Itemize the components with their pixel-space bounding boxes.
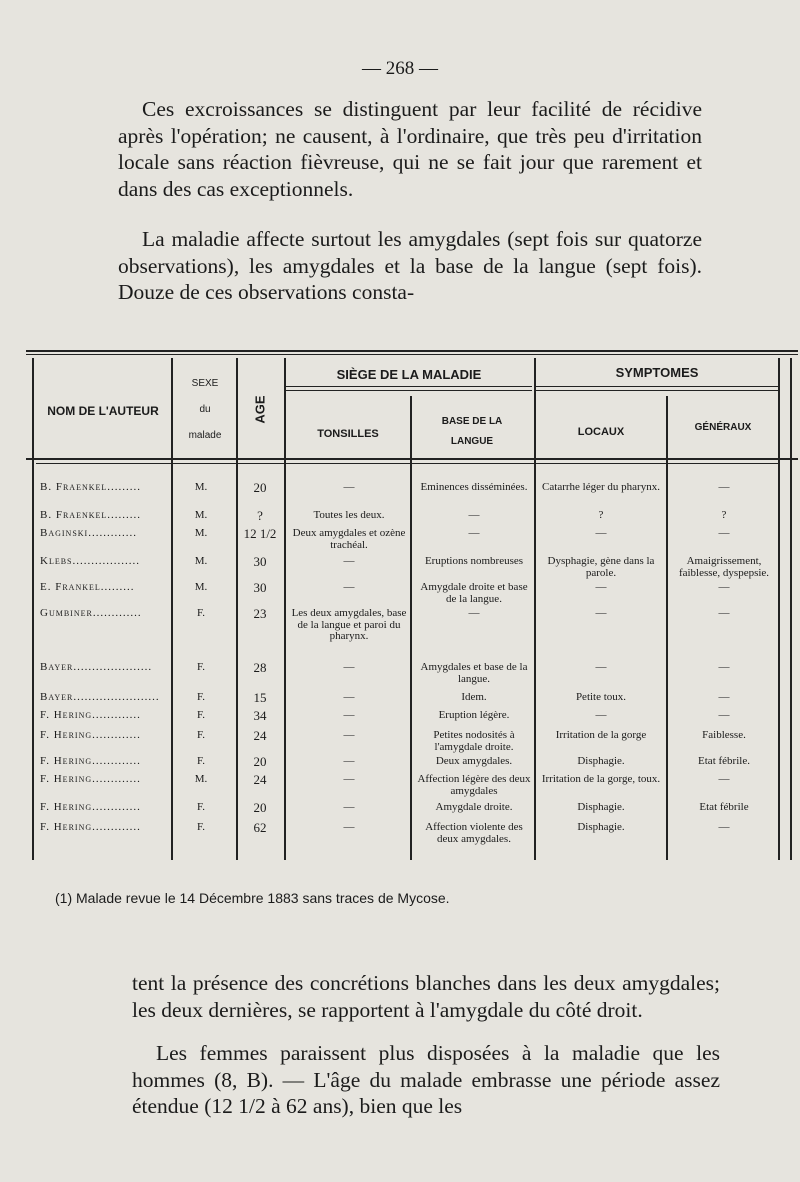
table-cell-sex: F.	[197, 709, 205, 721]
table-cell-base: Eminences disséminées.	[420, 481, 528, 493]
table-cell-author: Bayer.......................	[40, 691, 160, 703]
table-cell-tonsilles: Deux amygdales et ozène trachéal.	[292, 527, 406, 551]
table-top-rule-2	[26, 354, 798, 355]
table-cell-tonsilles: —	[343, 729, 355, 741]
table-cell-age: 20	[253, 800, 267, 815]
paragraph: Ces excroissances se distinguent par leur facilité de récidive après l'opération; ne causent, à l'ordinaire, que très peu d'irritation locale sans réaction fièvreuse, qui ne se fait jour que rarement et dans des cas exceptionnels.	[118, 97, 702, 201]
table-cell-locaux: —	[595, 581, 607, 593]
table-cell-locaux: Disphagie.	[577, 801, 625, 813]
paragraph: Les femmes paraissent plus disposées à la maladie que les hommes (8, B). — L'âge du malade embrasse une période assez étendue (12 1/2 à 62 ans), bien que les	[132, 1041, 720, 1118]
paragraph: tent la présence des concrétions blanches dans les deux amygdales; les deux dernières, se rapportent à l'amygdale du côté droit.	[132, 971, 720, 1022]
table-cell-sex: M.	[194, 581, 208, 593]
paragraph: La maladie affecte surtout les amygdales (sept fois sur quatorze observations), les amygdales et la base de la langue (sept fois). Douze de ces observations consta-	[118, 227, 702, 304]
col-rule	[790, 358, 792, 860]
table-cell-generaux: —	[718, 691, 730, 703]
table-cell-locaux: —	[595, 661, 607, 673]
table-cell-author: F. Hering.............	[40, 821, 141, 833]
table-cell-author: B. Fraenkel.........	[40, 509, 142, 521]
table-cell-author: Bayer.....................	[40, 661, 153, 673]
table-cell-sex: F.	[197, 691, 205, 703]
table-cell-generaux: —	[718, 527, 730, 539]
header-base-1: BASE DE LA	[441, 416, 503, 427]
header-malade: malade	[188, 430, 222, 441]
table-cell-age: 23	[253, 606, 267, 621]
table-cell-base: Petites nodosités à l'amygdale droite.	[433, 729, 515, 753]
header-du: du	[199, 404, 211, 415]
col-rule	[32, 358, 34, 860]
table-cell-age: 34	[253, 708, 267, 723]
table-cell-generaux: —	[718, 773, 730, 785]
table-cell-locaux: —	[595, 709, 607, 721]
header-author: NOM DE L'AUTEUR	[47, 404, 159, 418]
table-cell-author: F. Hering.............	[40, 729, 141, 741]
table-cell-age: 24	[253, 728, 267, 743]
table-cell-author: F. Hering.............	[40, 773, 141, 785]
table-cell-base: —	[468, 509, 480, 521]
table-cell-base: Deux amygdales.	[435, 755, 513, 767]
col-rule	[410, 396, 412, 860]
table-cell-base: Idem.	[461, 691, 487, 703]
table-cell-tonsilles: —	[343, 555, 355, 567]
table-cell-base: Amygdale droite et base de la langue.	[420, 581, 528, 605]
table-top-rule	[26, 350, 798, 352]
table-cell-sex: F.	[197, 755, 205, 767]
table-cell-base: Eruptions nombreuses	[424, 555, 524, 567]
table-cell-locaux: Catarrhe léger du pharynx.	[542, 481, 660, 493]
table-cell-base: —	[468, 527, 480, 539]
table-cell-locaux: Disphagie.	[577, 755, 625, 767]
table-cell-generaux: Etat fébrile.	[698, 755, 750, 767]
table-cell-age: 15	[253, 690, 267, 705]
table-cell-sex: M.	[194, 509, 208, 521]
header-siege: SIÈGE DE LA MALADIE	[336, 367, 482, 382]
table-cell-base: Affection légère des deux amygdales	[417, 773, 531, 797]
col-rule	[284, 358, 286, 860]
table-cell-generaux: —	[718, 481, 730, 493]
table-cell-generaux: Amaigrissement, faiblesse, dyspepsie.	[678, 555, 770, 579]
table-cell-locaux: Disphagie.	[577, 821, 625, 833]
table-cell-sex: F.	[197, 661, 205, 673]
table-cell-tonsilles: —	[343, 691, 355, 703]
table-cell-author: F. Hering.............	[40, 755, 141, 767]
table-cell-age: 24	[253, 772, 267, 787]
table-cell-generaux: —	[718, 661, 730, 673]
table-cell-base: Amygdales et base de la langue.	[420, 661, 528, 685]
table-cell-author: F. Hering.............	[40, 709, 141, 721]
table-cell-sex: M.	[194, 773, 208, 785]
table-cell-author: Klebs..................	[40, 555, 141, 567]
header-locaux: LOCAUX	[577, 426, 625, 438]
table-cell-locaux: ?	[598, 509, 604, 521]
table-cell-sex: M.	[194, 555, 208, 567]
table-cell-locaux: Petite toux.	[575, 691, 627, 703]
table-cell-tonsilles: —	[343, 581, 355, 593]
table-cell-generaux: —	[718, 581, 730, 593]
table-cell-age: 62	[253, 820, 267, 835]
table-header-rule	[26, 458, 798, 460]
table-cell-sex: M.	[194, 527, 208, 539]
table-cell-sex: F.	[197, 607, 205, 619]
header-base-2: LANGUE	[450, 436, 494, 447]
table-cell-age: 30	[253, 580, 267, 595]
table-cell-tonsilles: —	[343, 801, 355, 813]
table-cell-generaux: —	[718, 607, 730, 619]
table-cell-age: 20	[253, 480, 267, 495]
table-cell-author: B. Fraenkel.........	[40, 481, 142, 493]
col-rule	[666, 396, 668, 860]
header-age: AGE	[252, 395, 268, 424]
table-cell-locaux: —	[595, 527, 607, 539]
table-cell-generaux: Etat fébrile	[699, 801, 749, 813]
table-cell-generaux: —	[718, 709, 730, 721]
table-cell-tonsilles: —	[343, 481, 355, 493]
table-cell-sex: F.	[197, 729, 205, 741]
table-cell-tonsilles: —	[343, 755, 355, 767]
table-cell-generaux: ?	[721, 509, 727, 521]
table-cell-author: F. Hering.............	[40, 801, 141, 813]
table-cell-tonsilles: Toutes les deux.	[313, 509, 385, 521]
table-cell-age: ?	[257, 508, 263, 523]
header-tonsilles: TONSILLES	[317, 428, 379, 440]
table-cell-age: 20	[253, 754, 267, 769]
symptomes-rule	[534, 386, 778, 387]
table-cell-generaux: Faiblesse.	[702, 729, 746, 741]
table-cell-generaux: —	[718, 821, 730, 833]
page-number: — 268 —	[362, 58, 438, 79]
table-cell-age: 30	[253, 554, 267, 569]
symptomes-rule-2	[534, 390, 778, 391]
header-generaux: GÉNÉRAUX	[694, 422, 752, 433]
table-cell-sex: F.	[197, 801, 205, 813]
col-rule	[171, 358, 173, 860]
table-cell-tonsilles: —	[343, 661, 355, 673]
table-cell-locaux: Irritation de la gorge	[555, 729, 647, 741]
table-cell-base: Affection violente des deux amygdales.	[425, 821, 523, 845]
table-cell-base: Amygdale droite.	[435, 801, 513, 813]
header-symptomes: SYMPTOMES	[615, 365, 699, 380]
symptom-table	[26, 350, 798, 860]
table-cell-author: Baginski.............	[40, 527, 137, 539]
table-cell-tonsilles: —	[343, 773, 355, 785]
table-cell-author: E. Frankel.........	[40, 581, 135, 593]
footnote: (1) Malade revue le 14 Décembre 1883 sans traces de Mycose.	[55, 890, 450, 906]
table-cell-locaux: Dysphagie, gène dans la parole.	[547, 555, 655, 579]
table-cell-base: —	[468, 607, 480, 619]
table-cell-sex: M.	[194, 481, 208, 493]
siege-rule-2	[286, 390, 532, 391]
table-cell-age: 28	[253, 660, 267, 675]
col-rule	[534, 358, 536, 860]
table-cell-tonsilles: —	[343, 709, 355, 721]
table-cell-sex: F.	[197, 821, 205, 833]
siege-rule	[286, 386, 532, 387]
table-cell-tonsilles: Les deux amygdales, base de la langue et paroi du pharynx.	[291, 607, 407, 642]
table-cell-author: Gumbiner.............	[40, 607, 142, 619]
table-cell-locaux: —	[595, 607, 607, 619]
table-cell-tonsilles: —	[343, 821, 355, 833]
table-cell-locaux: Irritation de la gorge, toux.	[541, 773, 661, 785]
table-cell-base: Eruption légère.	[438, 709, 510, 721]
table-cell-age: 12 1/2	[243, 526, 277, 541]
header-sexe: SEXE	[191, 378, 219, 389]
